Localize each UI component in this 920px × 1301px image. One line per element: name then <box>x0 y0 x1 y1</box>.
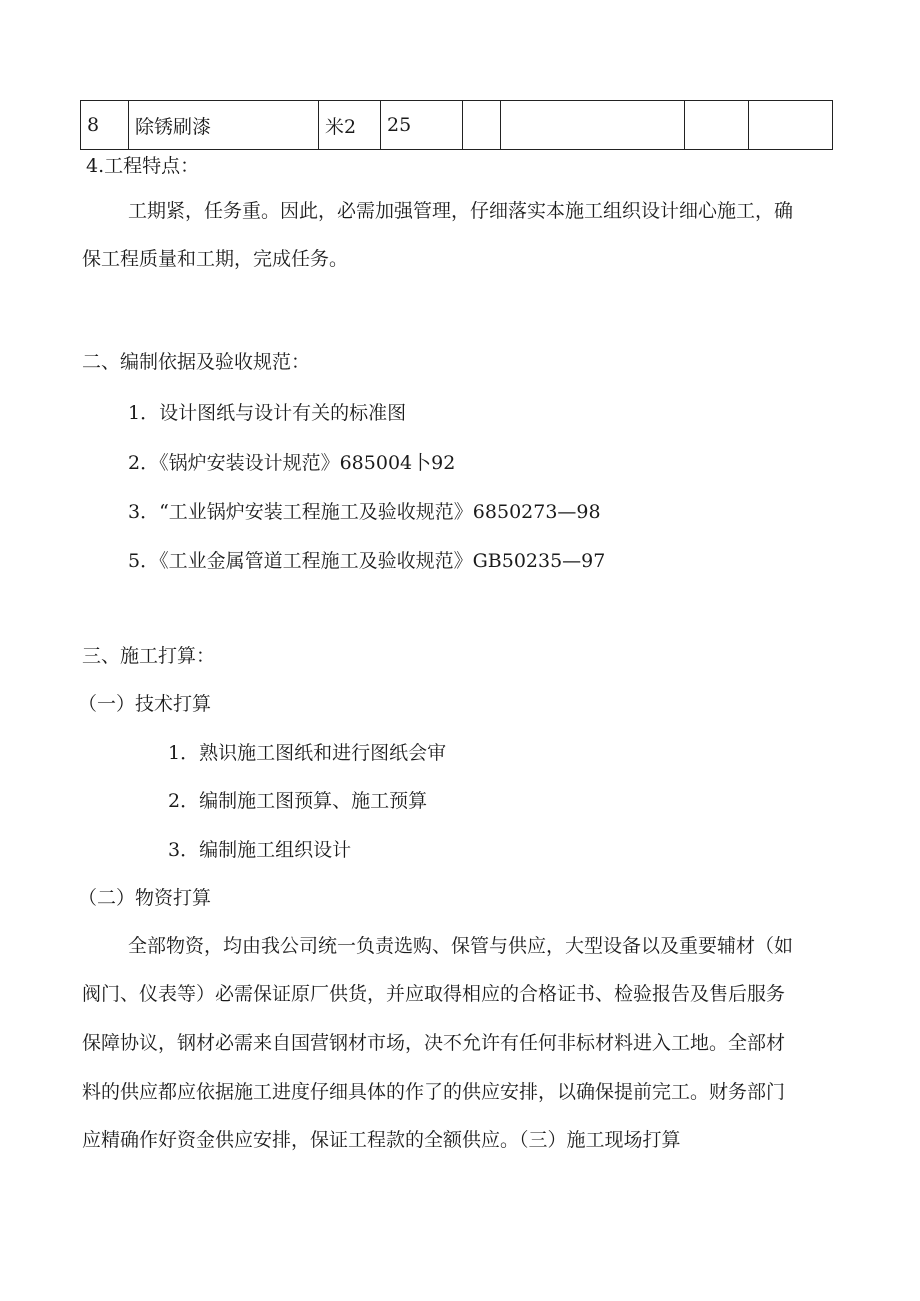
paragraph-line: 应精确作好资金供应安排，保证工程款的全额供应。（三）施工现场打算 <box>82 1129 681 1151</box>
list-item: 5．《工业金属管道工程施工及验收规范》GB50235—97 <box>128 550 606 572</box>
paragraph-line: 工期紧，任务重。因此，必需加强管理，仔细落实本施工组织设计细心施工，确 <box>128 200 794 222</box>
section-heading: 4.工程特点： <box>86 155 200 177</box>
paragraph-line: 保工程质量和工期，完成任务。 <box>82 248 349 270</box>
list-item: 1．设计图纸与设计有关的标准图 <box>128 402 407 424</box>
paragraph-line: 料的供应都应依据施工进度仔细具体的作了的供应安排，以确保提前完工。财务部门 <box>82 1081 786 1103</box>
paragraph-line: 全部物资，均由我公司统一负责选购、保管与供应，大型设备以及重要辅材（如 <box>128 935 794 957</box>
table-row <box>81 101 833 150</box>
table-cell <box>749 101 833 150</box>
table-cell-quantity: 25 <box>381 101 463 150</box>
paragraph-line: 保障协议，钢材必需来自国营钢材市场，决不允许有任何非标材料进入工地。全部材 <box>82 1032 786 1054</box>
table-cell-index: 8 <box>81 101 129 150</box>
table-cell <box>501 101 685 150</box>
list-item: 3．编制施工组织设计 <box>168 839 352 861</box>
subsection-heading: （一）技术打算 <box>78 693 212 715</box>
table-cell-unit: 米2 <box>319 101 381 150</box>
list-item: 1．熟识施工图纸和进行图纸会审 <box>168 742 447 764</box>
table-cell <box>685 101 749 150</box>
table-cell-item: 除锈刷漆 <box>129 101 319 150</box>
list-item: 3．“工业锅炉安装工程施工及验收规范》6850273—98 <box>128 501 601 523</box>
list-item: 2．《锅炉安装设计规范》685004卜92 <box>128 452 456 474</box>
paragraph-line: 阀门、仪表等）必需保证原厂供货，并应取得相应的合格证书、检验报告及售后服务 <box>82 983 786 1005</box>
section-heading: 二、编制依据及验收规范： <box>82 351 311 373</box>
quantity-table <box>80 100 833 150</box>
list-item: 2．编制施工图预算、施工预算 <box>168 790 428 812</box>
section-heading: 三、施工打算： <box>82 645 216 667</box>
subsection-heading: （二）物资打算 <box>78 887 212 909</box>
table-cell <box>463 101 501 150</box>
